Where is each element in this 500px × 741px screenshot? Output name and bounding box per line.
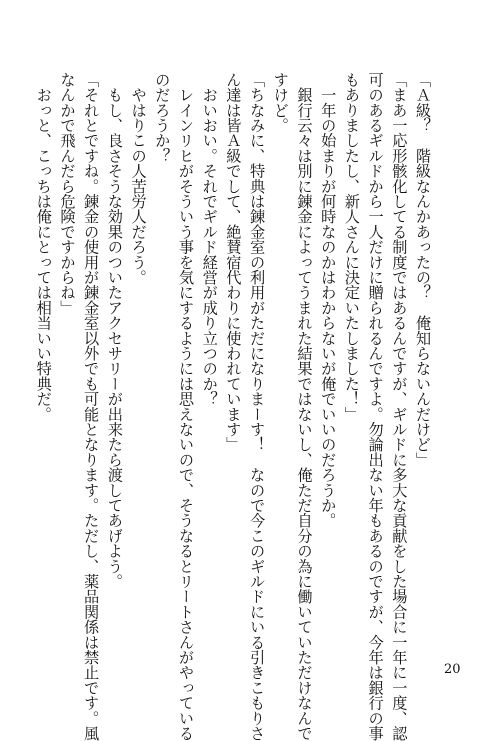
text-line-13: やはりこの人苦労人だろう。 [129,72,148,285]
text-line-2: 「まあ一応形骸化してる制度ではあるんですが、ギルドに多大な貢献をした場合に一年に一度、認 [390,72,409,741]
text-line-8: 「ちなみに、特典は錬金室の利用がただになりまーす！ なので今このギルドにいる引きこもりさ [248,72,267,741]
text-line-7: すけど。 [271,72,290,133]
page-number: 20 [444,662,461,677]
text-line-4: もありましたし、新人さんに決定いたしました！」 [342,72,361,422]
text-line-6: 銀行云々は別に錬金によってうまれた結果ではないし、俺ただ自分の為に働いていただけなんで [295,72,314,741]
text-line-5: 一年の始まりが何時なのかはわからないが俺でいいのだろうか。 [319,72,338,528]
vertical-text-block [31,72,434,741]
text-line-9: ん達は皆Ａ級でして、絶賛宿代わりに使われています」 [224,72,243,452]
text-line-15: 「それとですね。錬金の使用が錬金室以外でも可能となります。ただし、薬品関係は禁止です。風 [82,72,101,741]
text-line-17: おっと、こっちは俺にとっては相当いい特典だ。 [34,72,53,422]
text-line-3: 可のあるギルドから一人だけに贈られるんですよ。勿論出ない年もあるのですが、今年は銀行の事 [366,72,385,741]
text-line-12: のだろうか？ [153,72,172,164]
text-line-14: もし、良さそうな効果のついたアクセサリーが出来たら渡してあげよう。 [105,72,124,589]
text-line-11: レインリヒがそういう事を気にするようには思えないので、そうなるとリートさんがやっている [176,72,195,741]
text-line-10: おいおい。それでギルド経営が成り立つのか？ [200,72,219,407]
text-line-16: なんかで飛んだら危険ですからね」 [58,72,77,316]
text-line-1: 「Ａ級？ 階級なんかあったの？ 俺知らないんだけど」 [414,72,432,468]
